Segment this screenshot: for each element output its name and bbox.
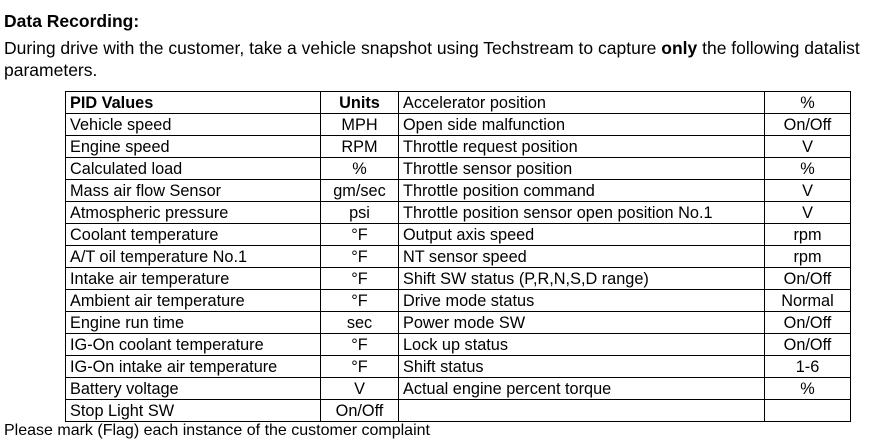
table-cell-unit-right: 1-6 bbox=[765, 356, 851, 378]
table-cell-pid-left: Ambient air temperature bbox=[66, 290, 321, 312]
table-cell-pid-left: Battery voltage bbox=[66, 378, 321, 400]
table-cell-unit-left: psi bbox=[321, 202, 399, 224]
table-cell-pid-right: NT sensor speed bbox=[399, 246, 765, 268]
table-row bbox=[66, 400, 851, 422]
table-cell-unit-left: sec bbox=[321, 312, 399, 334]
table-cell-pid-left: A/T oil temperature No.1 bbox=[66, 246, 321, 268]
table-cell-unit-left: On/Off bbox=[321, 400, 399, 422]
table-row bbox=[66, 136, 851, 158]
table-cell-pid-right: Actual engine percent torque bbox=[399, 378, 765, 400]
table-cell-unit-right: rpm bbox=[765, 224, 851, 246]
table-cell-unit-right: % bbox=[765, 158, 851, 180]
table-cell-pid-right: Open side malfunction bbox=[399, 114, 765, 136]
table-cell-unit-left: MPH bbox=[321, 114, 399, 136]
table-cell-unit-left: °F bbox=[321, 224, 399, 246]
table-cell-pid-right bbox=[399, 400, 765, 422]
table-cell-unit-left: °F bbox=[321, 356, 399, 378]
table-cell-pid-right: Shift SW status (P,R,N,S,D range) bbox=[399, 268, 765, 290]
table-cell-pid-right: Drive mode status bbox=[399, 290, 765, 312]
table-row bbox=[66, 202, 851, 224]
table-cell-unit-right bbox=[765, 400, 851, 422]
table-cell-pid-left: Stop Light SW bbox=[66, 400, 321, 422]
table-row bbox=[66, 224, 851, 246]
table-cell-unit-right: On/Off bbox=[765, 268, 851, 290]
table-cell-pid-right: Lock up status bbox=[399, 334, 765, 356]
header-pid-values: PID Values bbox=[66, 92, 321, 114]
table-row bbox=[66, 290, 851, 312]
table-cell-unit-right: V bbox=[765, 202, 851, 224]
table-header-row bbox=[66, 92, 851, 114]
table-cell-unit-left: °F bbox=[321, 334, 399, 356]
table-cell-pid-left: Engine run time bbox=[66, 312, 321, 334]
table-cell-pid-right: Throttle sensor position bbox=[399, 158, 765, 180]
table-row bbox=[66, 334, 851, 356]
table-cell-unit-left: gm/sec bbox=[321, 180, 399, 202]
table-cell-unit-left: °F bbox=[321, 290, 399, 312]
table-cell-unit-right: On/Off bbox=[765, 114, 851, 136]
table-row bbox=[66, 378, 851, 400]
table-cell-pid-left: Coolant temperature bbox=[66, 224, 321, 246]
table-cell-pid-left: Mass air flow Sensor bbox=[66, 180, 321, 202]
table-cell-pid-right: Accelerator position bbox=[399, 92, 765, 114]
table-cell-pid-left: Vehicle speed bbox=[66, 114, 321, 136]
table-cell-pid-right: Output axis speed bbox=[399, 224, 765, 246]
table-row bbox=[66, 180, 851, 202]
section-title: Data Recording: bbox=[4, 11, 140, 31]
table-cell-unit-left: RPM bbox=[321, 136, 399, 158]
intro-text-end: the following datalist parameters. bbox=[4, 38, 860, 80]
table-row bbox=[66, 312, 851, 334]
table-cell-pid-right: Throttle request position bbox=[399, 136, 765, 158]
table-row bbox=[66, 246, 851, 268]
table-cell-pid-left: IG-On coolant temperature bbox=[66, 334, 321, 356]
table-cell-unit-left: % bbox=[321, 158, 399, 180]
table-cell-unit-left: °F bbox=[321, 268, 399, 290]
table-cell-unit-right: % bbox=[765, 378, 851, 400]
table-cell-pid-left: Intake air temperature bbox=[66, 268, 321, 290]
table-cell-pid-right: Throttle position sensor open position No.1 bbox=[399, 202, 765, 224]
intro-bold-text: only bbox=[661, 38, 698, 58]
table-cell-unit-left: V bbox=[321, 378, 399, 400]
table-cell-unit-right: Normal bbox=[765, 290, 851, 312]
table-cell-pid-left: Atmospheric pressure bbox=[66, 202, 321, 224]
table-cell-unit-right: On/Off bbox=[765, 312, 851, 334]
table-cell-pid-right: Throttle position command bbox=[399, 180, 765, 202]
intro-paragraph bbox=[4, 37, 864, 81]
pid-values-table bbox=[65, 91, 851, 422]
table-cell-unit-right: V bbox=[765, 136, 851, 158]
table-cell-unit-right: V bbox=[765, 180, 851, 202]
table-cell-pid-left: Calculated load bbox=[66, 158, 321, 180]
intro-text: During drive with the customer, take a vehicle snapshot using Techstream to capture bbox=[4, 38, 662, 58]
table-cell-pid-right: Shift status bbox=[399, 356, 765, 378]
table-cell-unit-right: rpm bbox=[765, 246, 851, 268]
table-cell-unit-right: % bbox=[765, 92, 851, 114]
table-row bbox=[66, 158, 851, 180]
table-cell-pid-left: IG-On intake air temperature bbox=[66, 356, 321, 378]
table-cell-pid-left: Engine speed bbox=[66, 136, 321, 158]
table-cell-unit-left: °F bbox=[321, 246, 399, 268]
table-cell-pid-right: Power mode SW bbox=[399, 312, 765, 334]
table-row bbox=[66, 114, 851, 136]
table-row bbox=[66, 356, 851, 378]
header-units: Units bbox=[321, 92, 399, 114]
table-cell-unit-right: On/Off bbox=[765, 334, 851, 356]
cutoff-footer-text: Please mark (Flag) each instance of the customer complaint bbox=[4, 422, 430, 439]
table-row bbox=[66, 268, 851, 290]
